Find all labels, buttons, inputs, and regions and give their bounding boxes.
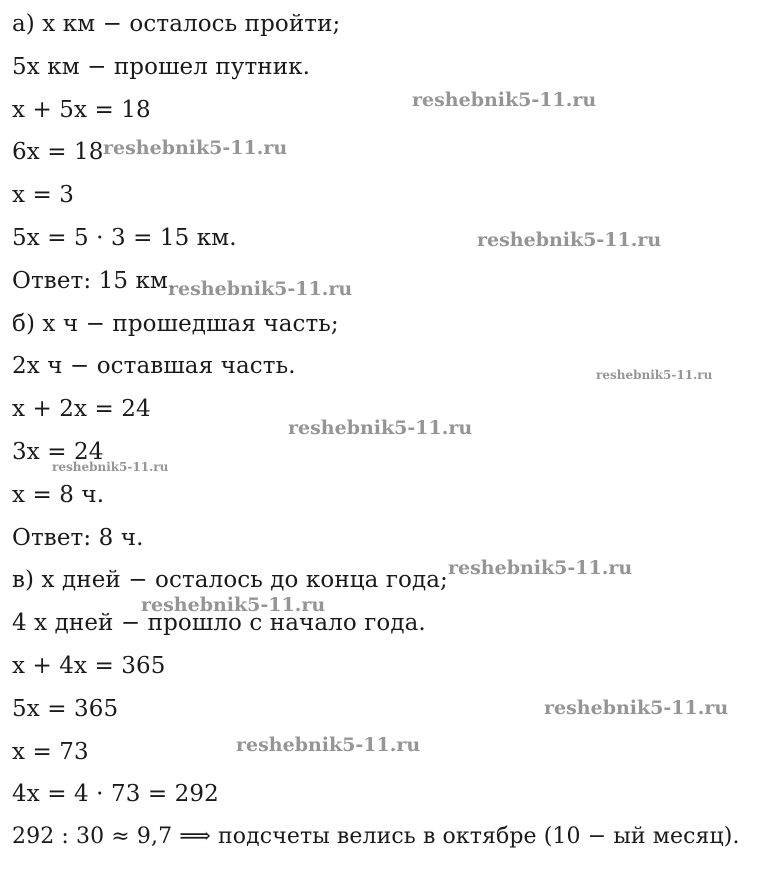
answer-a: Ответ: 15 км. xyxy=(12,268,176,294)
solution-line-a-3: x + 5x = 18 xyxy=(12,97,151,123)
solution-line-b-3: x + 2x = 24 xyxy=(12,396,151,422)
watermark: reshebnik5-11.ru xyxy=(288,417,473,439)
solution-line-c-3: x + 4x = 365 xyxy=(12,653,166,679)
answer-b: Ответ: 8 ч. xyxy=(12,525,144,551)
watermark: reshebnik5-11.ru xyxy=(544,697,729,719)
watermark: reshebnik5-11.ru xyxy=(103,137,288,159)
solution-line-a-4: 6x = 18 xyxy=(12,139,104,165)
watermark: reshebnik5-11.ru xyxy=(52,460,169,474)
solution-line-a-5: x = 3 xyxy=(12,182,74,208)
watermark: reshebnik5-11.ru xyxy=(141,594,326,616)
watermark: reshebnik5-11.ru xyxy=(168,278,353,300)
watermark: reshebnik5-11.ru xyxy=(448,557,633,579)
solution-line-c-2: 4 x дней − прошло с начало года. xyxy=(12,610,426,636)
watermark: reshebnik5-11.ru xyxy=(412,89,597,111)
watermark: reshebnik5-11.ru xyxy=(596,368,713,382)
solution-line-a-1: а) x км − осталось пройти; xyxy=(12,11,341,37)
solution-line-b-2: 2x ч − оставшая часть. xyxy=(12,353,296,379)
solution-line-c-5: x = 73 xyxy=(12,739,89,765)
watermark: reshebnik5-11.ru xyxy=(477,229,662,251)
solution-line-a-6: 5x = 5 · 3 = 15 км. xyxy=(12,225,237,251)
solution-line-b-5: x = 8 ч. xyxy=(12,482,105,508)
solution-line-c-1: в) x дней − осталось до конца года; xyxy=(12,567,448,593)
solution-line-c-4: 5x = 365 xyxy=(12,696,119,722)
watermark: reshebnik5-11.ru xyxy=(236,734,421,756)
solution-line-b-1: б) x ч − прошедшая часть; xyxy=(12,311,339,337)
solution-line-c-6: 4x = 4 · 73 = 292 xyxy=(12,781,219,807)
conclusion-line: 292 : 30 ≈ 9,7 ⟹ подсчеты велись в октябре (10 − ый месяц). xyxy=(12,824,740,849)
solution-line-a-2: 5x км − прошел путник. xyxy=(12,54,311,80)
solution-line-b-4: 3x = 24 xyxy=(12,439,104,465)
